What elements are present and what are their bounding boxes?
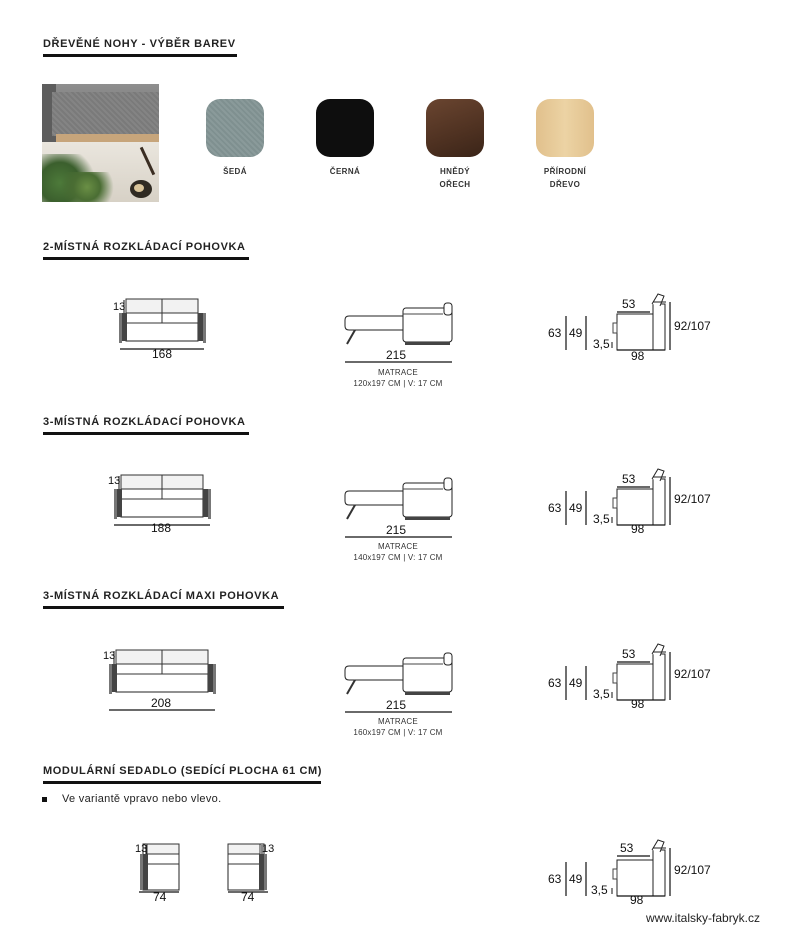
svg-text:92/107: 92/107 [674, 863, 711, 877]
svg-text:53: 53 [622, 647, 636, 661]
modular-note: Ve variantě vpravo nebo vlevo. [62, 793, 222, 805]
svg-text:13: 13 [108, 475, 121, 487]
modular-title-underline [43, 781, 321, 784]
front-view-2-seat [113, 299, 206, 361]
swatch-walnut[interactable] [426, 99, 484, 157]
svg-text:92/107: 92/107 [674, 667, 711, 681]
svg-text:215: 215 [386, 523, 407, 537]
side-view-3-seat-maxi [548, 644, 711, 711]
svg-text:98: 98 [631, 697, 645, 711]
svg-text:49: 49 [569, 501, 583, 515]
svg-text:188: 188 [151, 521, 172, 535]
svg-text:215: 215 [386, 698, 407, 712]
swatch-label-grey: ŠEDÁ [223, 167, 247, 176]
svg-text:74: 74 [153, 890, 167, 904]
legs-section-title: DŘEVĚNÉ NOHY - VÝBĚR BAREV [43, 38, 236, 50]
bed-view-3-seat-maxi [345, 653, 452, 712]
svg-text:98: 98 [631, 522, 645, 536]
svg-text:3,5: 3,5 [591, 883, 608, 897]
svg-text:63: 63 [548, 501, 562, 515]
svg-text:3,5: 3,5 [593, 512, 610, 526]
svg-text:53: 53 [622, 472, 636, 486]
svg-text:3,5: 3,5 [593, 337, 610, 351]
note-bullet [42, 797, 47, 802]
module-right-front-view [228, 843, 274, 904]
modular-drawings [0, 830, 800, 910]
swatch-black[interactable] [316, 99, 374, 157]
swatch-grey[interactable] [206, 99, 264, 157]
svg-text:53: 53 [622, 297, 636, 311]
svg-text:13: 13 [103, 650, 116, 662]
leg-photo [42, 84, 159, 202]
dim-cushion: 13 [113, 301, 126, 313]
section-3-seat-underline [43, 432, 249, 435]
svg-text:3,5: 3,5 [593, 687, 610, 701]
section-3-seat-title: 3-MÍSTNÁ ROZKLÁDACÍ POHOVKA [43, 416, 246, 428]
bed-view-2-seat [345, 303, 452, 362]
svg-text:49: 49 [569, 872, 583, 886]
svg-text:208: 208 [151, 696, 172, 710]
swatch-label-walnut: HNĚDÝ OŘECH [439, 167, 471, 189]
dim-bed-length: 215 [386, 348, 407, 362]
svg-text:53: 53 [620, 841, 634, 855]
svg-text:13: 13 [262, 843, 275, 855]
mattress-info-2-seat: MATRACE 120x197 CM | V: 17 CM [353, 368, 443, 388]
svg-text:49: 49 [569, 326, 583, 340]
side-view-2-seat [548, 294, 711, 363]
section-3-seat-maxi-title: 3-MÍSTNÁ ROZKLÁDACÍ MAXI POHOVKA [43, 590, 280, 602]
svg-text:98: 98 [630, 893, 644, 907]
svg-text:92/107: 92/107 [674, 319, 711, 333]
svg-text:13: 13 [135, 843, 148, 855]
swatch-natural-wood[interactable] [536, 99, 594, 157]
mattress-info-3-seat-maxi: MATRACE 160x197 CM | V: 17 CM [353, 717, 443, 737]
section-2-seat-title: 2-MÍSTNÁ ROZKLÁDACÍ POHOVKA [43, 241, 246, 253]
module-left-front-view [135, 843, 179, 904]
swatch-label-black: ČERNÁ [329, 167, 361, 176]
swatch-label-natural-wood: PŘÍRODNÍ DŘEVO [543, 167, 587, 189]
svg-text:63: 63 [548, 676, 562, 690]
modular-section-title: MODULÁRNÍ SEDADLO (SEDÍCÍ PLOCHA 61 CM) [43, 765, 323, 777]
svg-text:49: 49 [569, 676, 583, 690]
front-view-3-seat-maxi [103, 650, 216, 710]
svg-text:98: 98 [631, 349, 645, 363]
svg-text:74: 74 [241, 890, 255, 904]
bed-view-3-seat [345, 478, 452, 537]
mattress-info-3-seat: MATRACE 140x197 CM | V: 17 CM [353, 542, 443, 562]
svg-text:92/107: 92/107 [674, 492, 711, 506]
section-2-seat-underline [43, 257, 249, 260]
watermark: www.italsky-fabryk.cz [646, 911, 761, 925]
side-view-3-seat [548, 469, 711, 536]
section-3-seat-maxi-underline [43, 606, 284, 609]
front-view-3-seat [108, 475, 211, 535]
side-view-modular [548, 840, 711, 907]
dim-width: 168 [152, 347, 173, 361]
svg-text:63: 63 [548, 872, 562, 886]
svg-text:63: 63 [548, 326, 562, 340]
legs-title-underline [43, 54, 237, 57]
